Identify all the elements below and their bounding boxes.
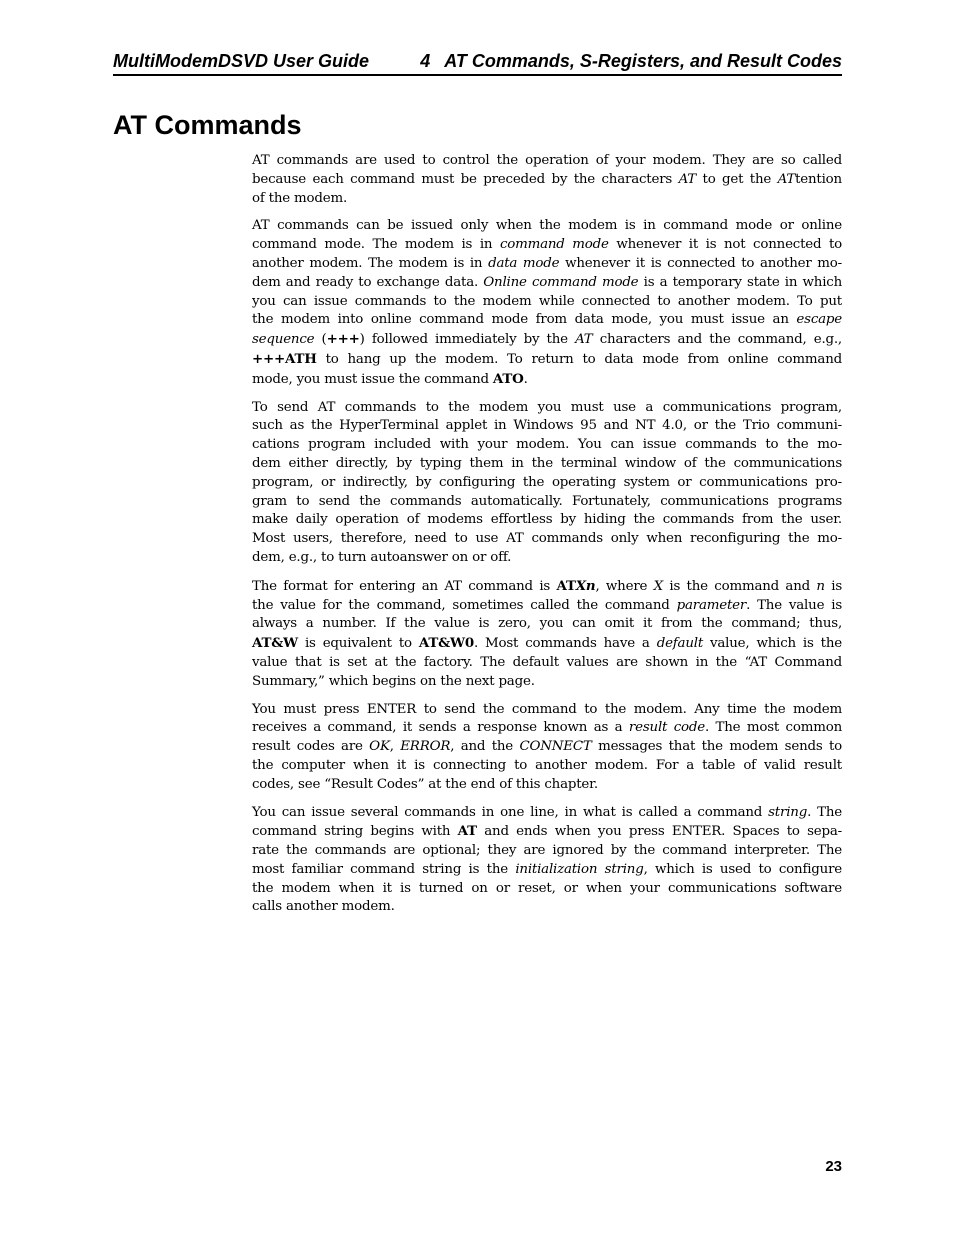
paragraph	[252, 701, 842, 795]
text-line: You must press ENTER to send the command to the modem. Any time the modem	[252, 701, 842, 717]
text-line: dem, e.g., to turn autoanswer on or off.	[252, 549, 512, 565]
text-line: receives a command, it sends a response known as a result code. The most common	[252, 720, 842, 736]
text-line: the value for the command, sometimes called the command parameter. The value is	[252, 597, 843, 613]
text-line: always a number. If the value is zero, you can omit it from the command; thus,	[252, 616, 842, 632]
chapter-number: 4	[420, 51, 431, 71]
text-line: result codes are OK, ERROR, and the CONNECT messages that the modem sends to	[252, 739, 843, 755]
paragraph	[252, 577, 842, 692]
text-line: dem either directly, by typing them in the terminal window of the communications	[252, 455, 842, 471]
running-header	[113, 48, 842, 76]
text-line: You can issue several commands in one line, in what is called a command string. The	[252, 804, 842, 820]
chapter-title: AT Commands, S-Registers, and Result Codes	[444, 51, 842, 71]
text-line: you can issue commands to the modem while connected to another modem. To put	[252, 293, 842, 309]
text-line: mode, you must issue the command ATO.	[252, 370, 528, 387]
text-line: gram to send the commands automatically. Fortunately, communications programs	[252, 493, 842, 509]
text-line: calls another modem.	[252, 899, 395, 915]
text-line: sequence (+++) followed immediately by the AT characters and the command, e.g.,	[252, 331, 842, 348]
text-line: Most users, therefore, need to use AT commands only when reconfiguring the mo-	[252, 531, 842, 547]
text-line: codes, see “Result Codes” at the end of this chapter.	[252, 776, 598, 792]
body-text	[252, 152, 842, 926]
text-line: Summary,” which begins on the next page.	[252, 673, 535, 689]
text-line: AT commands are used to control the operation of your modem. They are so called	[252, 153, 842, 168]
text-line: The format for entering an AT command is ATXn, where X is the command and n is	[252, 577, 842, 594]
page-number: 23	[825, 1158, 842, 1175]
text-line: value that is set at the factory. The default values are shown in the “AT Command	[252, 654, 842, 670]
text-line: dem and ready to exchange data. Online command mode is a temporary state in which	[252, 274, 842, 290]
text-line: such as the HyperTerminal applet in Windows 95 and NT 4.0, or the Trio communi-	[252, 418, 842, 434]
text-line: of the modem.	[252, 190, 348, 206]
text-line: cations program included with your modem. You can issue commands to the mo-	[252, 437, 842, 453]
text-line: another modem. The modem is in data mode whenever it is connected to another mo-	[252, 255, 842, 271]
chapter-heading	[420, 48, 842, 74]
paragraph	[252, 804, 842, 918]
text-line: AT commands can be issued only when the modem is in command mode or online	[252, 218, 842, 234]
paragraph	[252, 217, 842, 389]
text-line: the modem when it is turned on or reset, or when your communications software	[252, 880, 842, 896]
guide-title: MultiModemDSVD User Guide	[113, 51, 370, 71]
text-line: command string begins with AT and ends when you press ENTER. Spaces to sepa-	[252, 823, 842, 840]
text-line: +++ATH to hang up the modem. To return to data mode from online command	[252, 350, 842, 367]
text-line: AT&W is equivalent to AT&W0. Most commands have a default value, which is the	[252, 635, 843, 652]
text-line: most familiar command string is the initialization string, which is used to configure	[252, 861, 843, 877]
text-line: make daily operation of modems effortless by hiding the commands from the user.	[252, 512, 842, 528]
text-line: because each command must be preceded by the characters AT to get the ATtention	[252, 171, 842, 187]
paragraph	[252, 399, 842, 568]
text-line: program, or indirectly, by configuring the operating system or communications pro-	[252, 474, 842, 490]
text-line: the modem into online command mode from data mode, you must issue an escape	[252, 312, 842, 328]
paragraph	[252, 152, 842, 208]
section-title: AT Commands	[113, 110, 302, 140]
text-line: rate the commands are optional; they are ignored by the command interpreter. The	[252, 843, 842, 859]
text-line: command mode. The modem is in command mode whenever it is not connected to	[252, 237, 843, 253]
text-line: To send AT commands to the modem you must use a communications program,	[252, 399, 842, 415]
text-line: the computer when it is connecting to another modem. For a table of valid result	[252, 757, 842, 773]
